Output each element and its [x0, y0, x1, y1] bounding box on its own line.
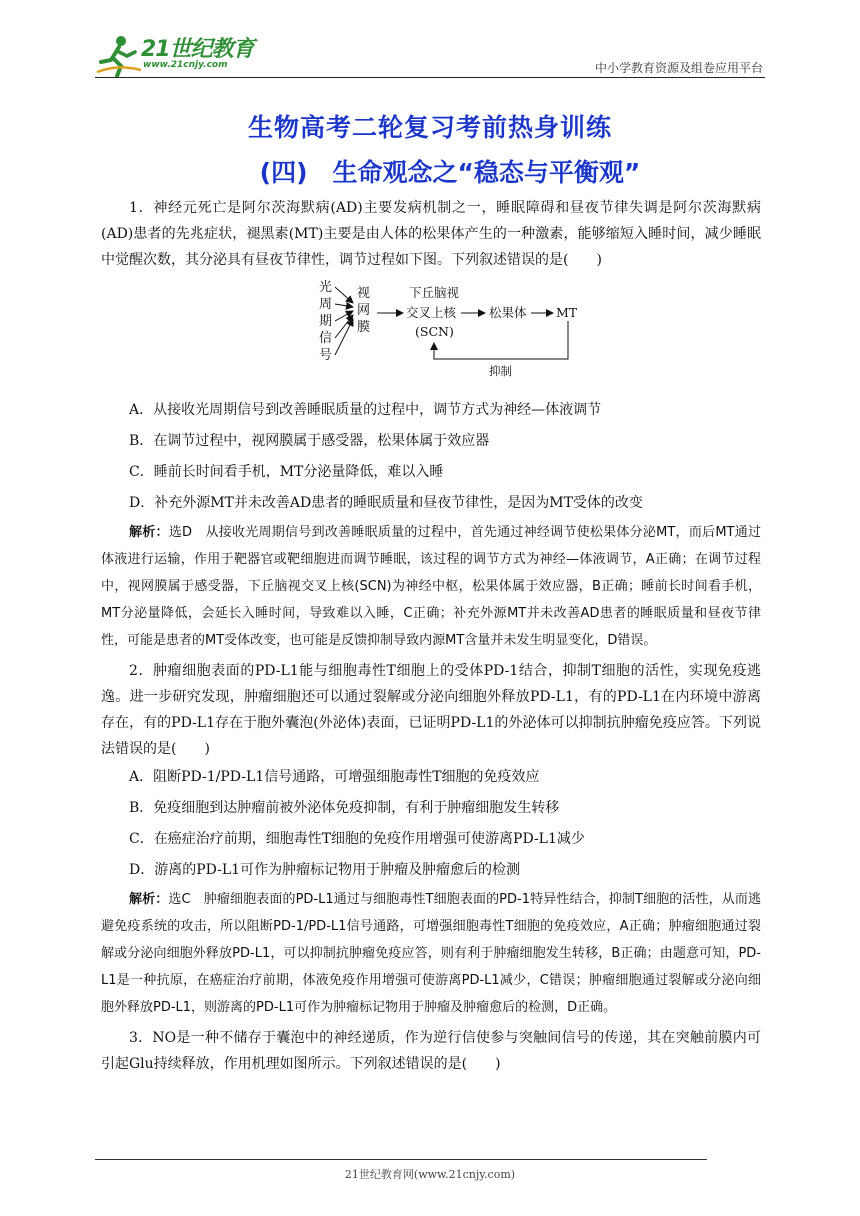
mt-label: MT	[556, 305, 578, 320]
analysis-label: 解析：	[129, 525, 169, 540]
header-divider	[95, 77, 765, 78]
inhibit-label: 抑制	[489, 364, 512, 378]
signal-label	[319, 279, 332, 363]
svg-text:号: 号	[319, 348, 333, 363]
question-1-option-c: C．睡前长时间看手机，MT分泌量降低，难以入睡	[129, 464, 444, 480]
question-3-stem: 3．NO是一种不储存于囊泡中的神经递质，作为逆行信使参与突触间信号的传递，其在突触前膜内可引起Glu持续释放，作用机理如图所示。下列叙述错误的是( )	[101, 1030, 761, 1072]
retina-label	[357, 286, 370, 335]
mt-flow-diagram	[101, 273, 761, 391]
document-body	[101, 195, 761, 1077]
page-subtitle: (四) 生命观念之“稳态与平衡观”	[259, 158, 641, 187]
page-header	[95, 32, 765, 82]
svg-text:网: 网	[357, 303, 371, 318]
scn-label-line1: 下丘脑视	[409, 285, 460, 300]
logo-text: 21世纪教育	[141, 37, 254, 62]
question-1-option-b: B．在调节过程中，视网膜属于感受器，松果体属于效应器	[129, 433, 490, 449]
question-2-option-d: D．游离的PD-L1可作为肿瘤标记物用于肿瘤及肿瘤愈后的检测	[129, 862, 521, 878]
scn-label-line3: (SCN)	[415, 324, 454, 339]
svg-text:视: 视	[357, 286, 371, 301]
runner-logo-icon	[95, 34, 143, 78]
svg-text:期: 期	[319, 314, 333, 329]
page-title: 生物高考二轮复习考前热身训练	[247, 113, 612, 142]
question-2-option-c: C．在癌症治疗前期，细胞毒性T细胞的免疫作用增强可使游离PD-L1减少	[129, 831, 585, 847]
logo-url: www.21cnjy.com	[143, 60, 228, 70]
analysis-text: 选D 从接收光周期信号到改善睡眠质量的过程中，首先通过神经调节使松果体分泌MT，而后MT通过体液进行运输，作用于靶器官或靶细胞进而调节睡眠，该过程的调节方式为神经—体液调节，A正确；在调节过程中，视网膜属于感受器，下丘脑视交叉上核(SCN)为神经中枢，松果体属于效应器，B正确；睡前长时间看手机，MT分泌量降低，会延长入睡时间，导致难以入睡，C正确；补充外源MT并未改善AD患者的睡眠质量和昼夜节律性，可能是患者的MT受体改变，也可能是反馈抑制导致内源MT含量并未发生明显变化，D错误。	[101, 525, 761, 648]
page-footer: 21世纪教育网(www.21cnjy.com)	[344, 1168, 516, 1181]
question-2-option-a: A．阻断PD-1/PD-L1信号通路，可增强细胞毒性T细胞的免疫效应	[129, 769, 540, 785]
question-2-stem: 2．肿瘤细胞表面的PD-L1能与细胞毒性T细胞上的受体PD-1结合，抑制T细胞的活性，实现免疫逃逸。进一步研究发现，肿瘤细胞还可以通过裂解或分泌向细胞外释放PD-L1，有的PD-L1在内环境中游离存在，有的PD-L1存在于胞外囊泡(外泌体)表面，已证明PD-L1的外泌体可以抑制抗肿瘤免疫应答。下列说法错误的是( )	[101, 663, 761, 757]
question-1-stem: 1．神经元死亡是阿尔茨海默病(AD)主要发病机制之一，睡眠障碍和昼夜节律失调是阿尔茨海默病(AD)患者的先兆症状，褪黑素(MT)主要是由人体的松果体产生的一种激素，能够缩短入睡时间，减少睡眠中觉醒次数，其分泌具有昼夜节律性，调节过程如下图。下列叙述错误的是( )	[101, 200, 761, 268]
question-1-option-a: A．从接收光周期信号到改善睡眠质量的过程中，调节方式为神经—体液调节	[129, 402, 602, 418]
footer-divider	[95, 1159, 707, 1160]
question-2-option-b: B．免疫细胞到达肿瘤前被外泌体免疫抑制，有利于肿瘤细胞发生转移	[129, 800, 560, 816]
svg-text:膜: 膜	[357, 320, 371, 335]
mt-regulation-diagram	[101, 273, 761, 391]
question-1-analysis	[101, 519, 761, 654]
site-logo	[95, 32, 295, 78]
scn-label-line2: 交叉上核	[406, 305, 457, 320]
analysis-text: 选C 肿瘤细胞表面的PD-L1通过与细胞毒性T细胞表面的PD-1特异性结合，抑制T细胞的活性，从而逃避免疫系统的攻击，所以阻断PD-1/PD-L1信号通路，可增强细胞毒性T细胞的免疫效应，A正确；肿瘤细胞通过裂解或分泌向细胞外释放PD-L1，可以抑制抗肿瘤免疫应答，则有利于肿瘤细胞发生转移，B正确；由题意可知，PD-L1是一种抗原，在癌症治疗前期，体液免疫作用增强可使游离PD-L1减少，C错误；肿瘤细胞通过裂解或分泌向细胞外释放PD-L1，则游离的PD-L1可作为肿瘤标记物用于肿瘤及肿瘤愈后的检测，D正确。	[101, 892, 761, 1015]
question-1-option-d: D．补充外源MT并未改善AD患者的睡眠质量和昼夜节律性，是因为MT受体的改变	[129, 495, 643, 511]
platform-name: 中小学教育资源及组卷应用平台	[594, 61, 763, 75]
inhibit-arrow	[434, 321, 568, 359]
svg-text:信: 信	[319, 331, 333, 346]
pineal-label: 松果体	[489, 305, 527, 320]
svg-text:光: 光	[319, 280, 333, 295]
analysis-label: 解析：	[129, 892, 169, 907]
question-2-analysis	[101, 886, 761, 1021]
svg-text:周: 周	[319, 297, 333, 312]
